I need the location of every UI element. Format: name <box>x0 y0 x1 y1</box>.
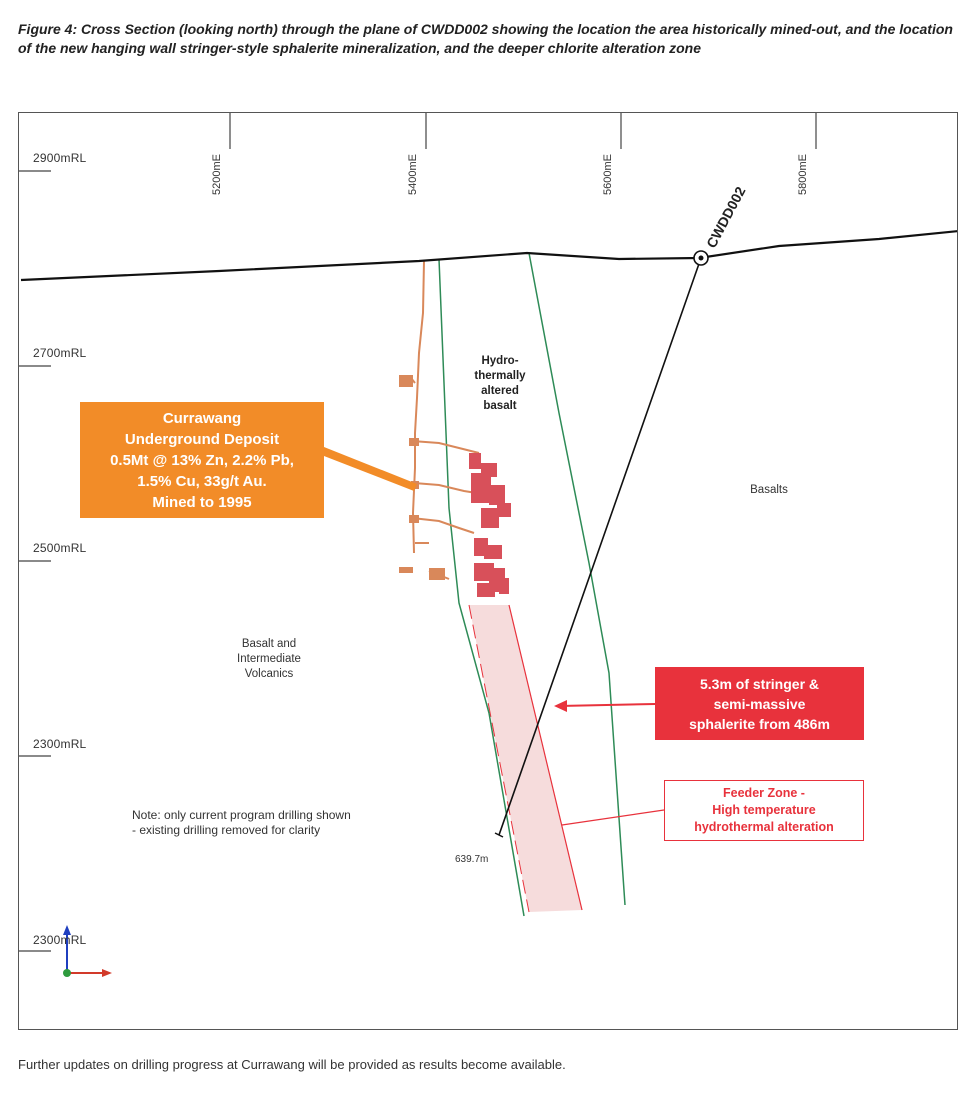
me-label-5200: 5200mE <box>211 154 223 195</box>
rl-label-2700: 2700mRL <box>33 346 87 360</box>
unit-label-basalt-intermediate: Basalt and Intermediate Volcanics <box>237 638 301 680</box>
drillhole-collar-dot <box>699 256 704 261</box>
stope-blocks <box>469 453 511 597</box>
end-of-hole-depth: 639.7m <box>455 854 489 865</box>
figure-caption: Figure 4: Cross Section (looking north) through the plane of CWDD002 showing the location the area historically mined-out, and the location of the new hanging wall stringer-style sphalerite mineralization, and the deeper chlorite alteration zone <box>18 21 953 56</box>
axis-origin <box>63 969 71 977</box>
stringer-callout-leader <box>559 704 655 706</box>
me-label-5600: 5600mE <box>602 154 614 195</box>
unit-label-basalts: Basalts <box>750 484 788 496</box>
deposit-callout: Currawang Underground Deposit 0.5Mt @ 13% Zn, 2.2% Pb, 1.5% Cu, 33g/t Au. Mined to 1995 <box>80 402 324 518</box>
stringer-callout-arrowhead <box>554 700 567 712</box>
footer-text: Further updates on drilling progress at Currawang will be provided as results become available. <box>18 1057 566 1072</box>
rl-label-2900: 2900mRL <box>33 151 87 165</box>
unit-label-hydrothermal: Hydro- thermally altered basalt <box>474 355 526 412</box>
me-label-5800: 5800mE <box>797 154 809 195</box>
ground-surface <box>21 231 958 280</box>
drillhole-label: CWDD002 <box>703 183 749 251</box>
deposit-callout-leader <box>324 447 417 491</box>
drillhole-cwdd002 <box>499 258 701 835</box>
cross-section-figure <box>18 112 958 1030</box>
stringer-callout: 5.3m of stringer & semi-massive sphalerite from 486m <box>655 667 864 740</box>
cross-section-drawing <box>19 113 958 1030</box>
rl-label-2500: 2500mRL <box>33 541 87 555</box>
rl-label-2300: 2300mRL <box>33 737 87 751</box>
me-label-5400: 5400mE <box>407 154 419 195</box>
feeder-callout-leader <box>562 810 664 825</box>
historical-workings-blocks <box>399 375 445 580</box>
feeder-zone-callout: Feeder Zone - High temperature hydrothermal alteration <box>664 780 864 841</box>
rl-label-bottom: 2300mRL <box>33 933 87 947</box>
drilling-note: Note: only current program drilling shown - existing drilling removed for clarity <box>132 808 351 837</box>
